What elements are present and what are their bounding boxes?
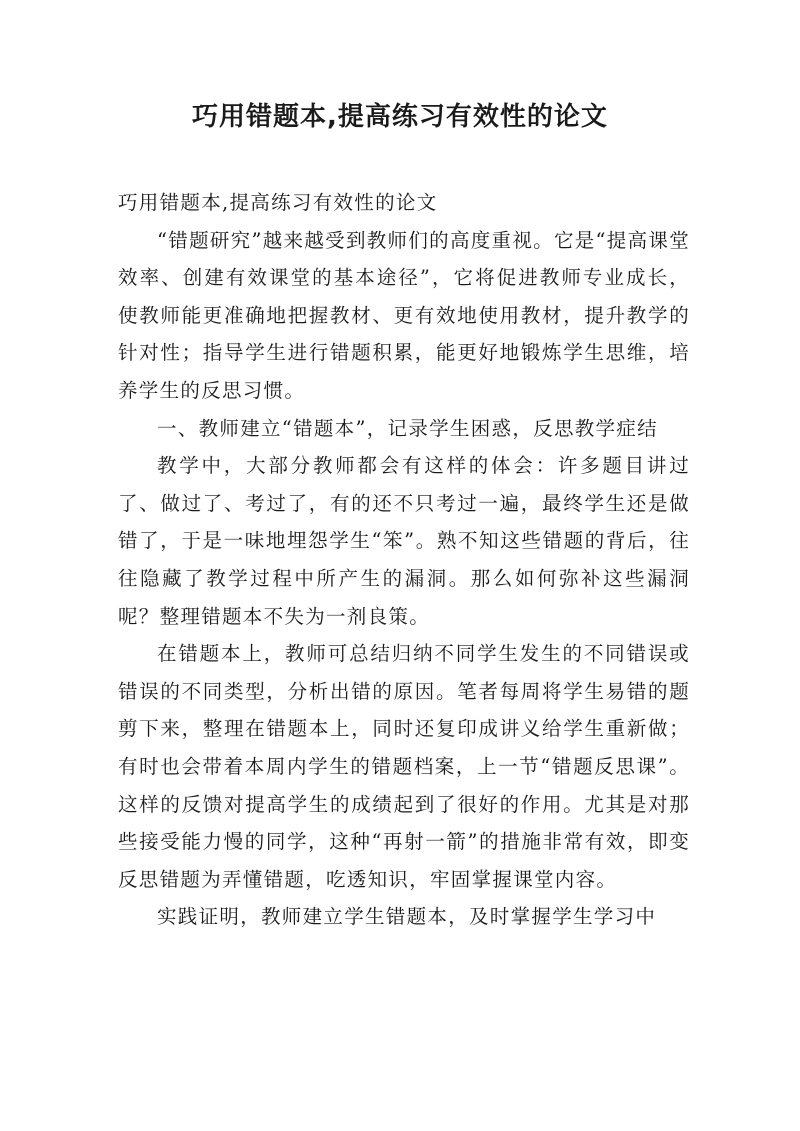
paragraph-intro: “错题研究”越来越受到教师们的高度重视。它是“提高课堂效率、创建有效课堂的基本途径”，它将促进教师专业成长，使教师能更准确地把握教材、更有效地使用教材，提升教学的针对性；指导学生进行错题积累，能更好地锻炼学生思维，培养学生的反思习惯。 bbox=[118, 228, 691, 402]
section-heading: 一、教师建立“错题本”，记录学生困惑，反思教学症结 bbox=[157, 416, 658, 440]
body-heading: 巧用错题本,提高练习有效性的论文 bbox=[118, 191, 438, 214]
document-body bbox=[118, 184, 690, 936]
document-title: 巧用错题本,提高练习有效性的论文 bbox=[192, 102, 608, 132]
paragraph-practice: 实践证明，教师建立学生错题本，及时掌握学生学习中 bbox=[157, 905, 657, 929]
paragraph-teaching: 教学中，大部分教师都会有这样的体会：许多题目讲过了、做过了、考过了，有的还不只考过一遍，最终学生还是做错了，于是一味地埋怨学生“笨”。熟不知这些错题的背后，往往隐藏了教学过程中所产生的漏洞。那么如何弥补这些漏洞呢？整理错题本不失为一剂良策。 bbox=[118, 454, 690, 628]
paragraph-error-notebook: 在错题本上，教师可总结归纳不同学生发生的不同错误或错误的不同类型，分析出错的原因。笔者每周将学生易错的题剪下来，整理在错题本上，同时还复印成讲义给学生重新做；有时也会带着本周内学生的错题档案，上一节“错题反思课”。这样的反馈对提高学生的成绩起到了很好的作用。尤其是对那些接受能力慢的同学，这种“再射一箭”的措施非常有效，即变反思错题为弄懂错题，吃透知识，牢固掌握课堂内容。 bbox=[118, 642, 690, 891]
